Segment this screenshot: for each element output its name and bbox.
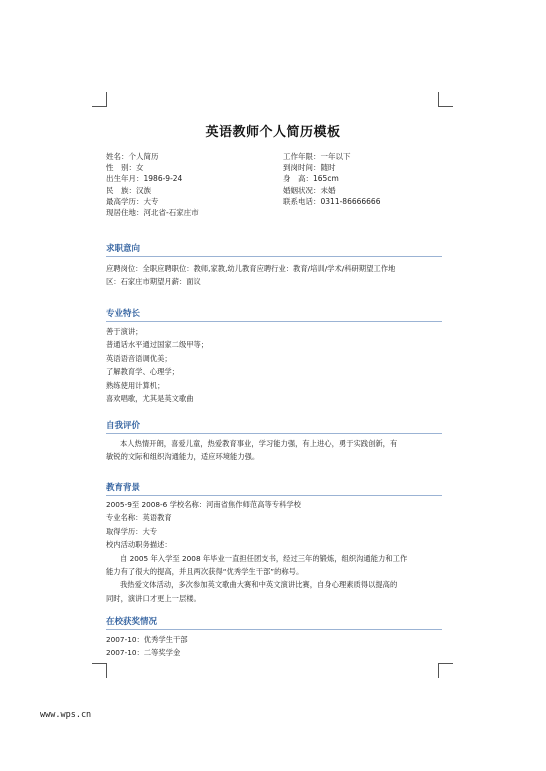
skill-item: 了解教育学、心理学； xyxy=(106,367,179,377)
info-height: 身 高：165cm xyxy=(283,174,339,184)
info-residence: 现居住地：河北省-石家庄市 xyxy=(106,207,199,217)
education-line: 校内活动职务描述： xyxy=(106,540,172,550)
self-eval-text xyxy=(106,437,442,464)
education-line: 专业名称：英语教育 xyxy=(106,513,172,523)
education-line: 同时，演讲口才更上一层楼。 xyxy=(106,593,201,603)
info-row xyxy=(106,162,446,173)
section-divider xyxy=(106,433,442,434)
section-heading-self-eval: 自我评价 xyxy=(106,421,141,431)
education-line: 自 2005 年入学至 2008 年毕业一直担任团支书，经过三年的锻炼，组织沟通能力和工作 xyxy=(120,553,408,563)
info-education-level: 最高学历：大专 xyxy=(106,196,159,206)
info-row xyxy=(106,151,446,162)
section-heading-job-intent: 求职意向 xyxy=(106,244,141,254)
award-item: 2007-10：优秀学生干部 xyxy=(106,635,188,644)
info-row xyxy=(106,173,446,184)
crop-mark-bottom-left xyxy=(92,663,107,678)
education-line: 能力有了很大的提高，并且两次获得“优秀学生干部”的称号。 xyxy=(106,567,304,577)
document-title: 英语教师个人简历模板 xyxy=(205,125,341,140)
section-heading-skills: 专业特长 xyxy=(106,309,141,319)
education-line: 我热爱文体活动，多次参加英文歌曲大赛和中英文演讲比赛，自身心理素质得以提高的 xyxy=(120,580,398,590)
self-eval-line: 本人热情开朗，喜爱儿童，热爱教育事业，学习能力强，有上进心，勇于实践创新，有 xyxy=(120,439,398,448)
crop-mark-bottom-right xyxy=(438,663,453,678)
skill-item: 普通话水平通过国家二级甲等； xyxy=(106,340,209,350)
info-gender: 性 别：女 xyxy=(106,163,144,173)
education-text xyxy=(106,498,442,605)
skill-item: 喜欢唱歌，尤其是英文歌曲 xyxy=(106,394,194,404)
info-ethnicity: 民 族：汉族 xyxy=(106,185,151,195)
job-intent-text xyxy=(106,262,442,289)
crop-mark-top-right xyxy=(438,92,453,107)
award-item: 2007-10：二等奖学金 xyxy=(106,648,181,658)
self-eval-line: 敏锐的文际和组织沟通能力，适应环境能力强。 xyxy=(106,452,260,462)
awards-list xyxy=(106,633,442,660)
job-intent-line: 区：石家庄市期望月薪：面议 xyxy=(106,277,201,287)
info-row xyxy=(106,207,446,218)
skills-list xyxy=(106,325,442,405)
section-heading-education: 教育背景 xyxy=(106,483,141,493)
skill-item: 英语语音语调优美； xyxy=(106,353,172,363)
section-divider xyxy=(106,321,442,322)
section-divider xyxy=(106,495,442,496)
crop-mark-top-left xyxy=(92,92,107,107)
info-phone: 联系电话：0311-86666666 xyxy=(283,196,381,206)
info-row xyxy=(106,185,446,196)
info-name: 姓名：个人简历 xyxy=(106,152,159,161)
info-work-years: 工作年限：一年以下 xyxy=(283,152,351,161)
info-start-date: 到岗时间：随时 xyxy=(283,163,336,173)
personal-info xyxy=(106,151,446,218)
footer-url[interactable]: www.wps.cn xyxy=(40,710,92,720)
job-intent-line: 应聘岗位：全职应聘职位：教师,家教,幼儿教育应聘行业：教育/培训/学术/科研期望工作地 xyxy=(106,264,396,273)
info-row xyxy=(106,196,446,207)
skill-item: 熟练使用计算机； xyxy=(106,380,165,390)
info-marital-status: 婚姻状况：未婚 xyxy=(283,185,336,195)
section-divider xyxy=(106,256,442,257)
skill-item: 善于演讲； xyxy=(106,327,143,336)
education-line: 取得学历：大专 xyxy=(106,526,158,536)
education-line: 2005-9至 2008-6 学校名称：河南省焦作师范高等专科学校 xyxy=(106,500,301,509)
section-divider xyxy=(106,629,442,630)
section-heading-awards: 在校获奖情况 xyxy=(106,617,158,627)
info-birth-date: 出生年月：1986-9-24 xyxy=(106,174,183,184)
